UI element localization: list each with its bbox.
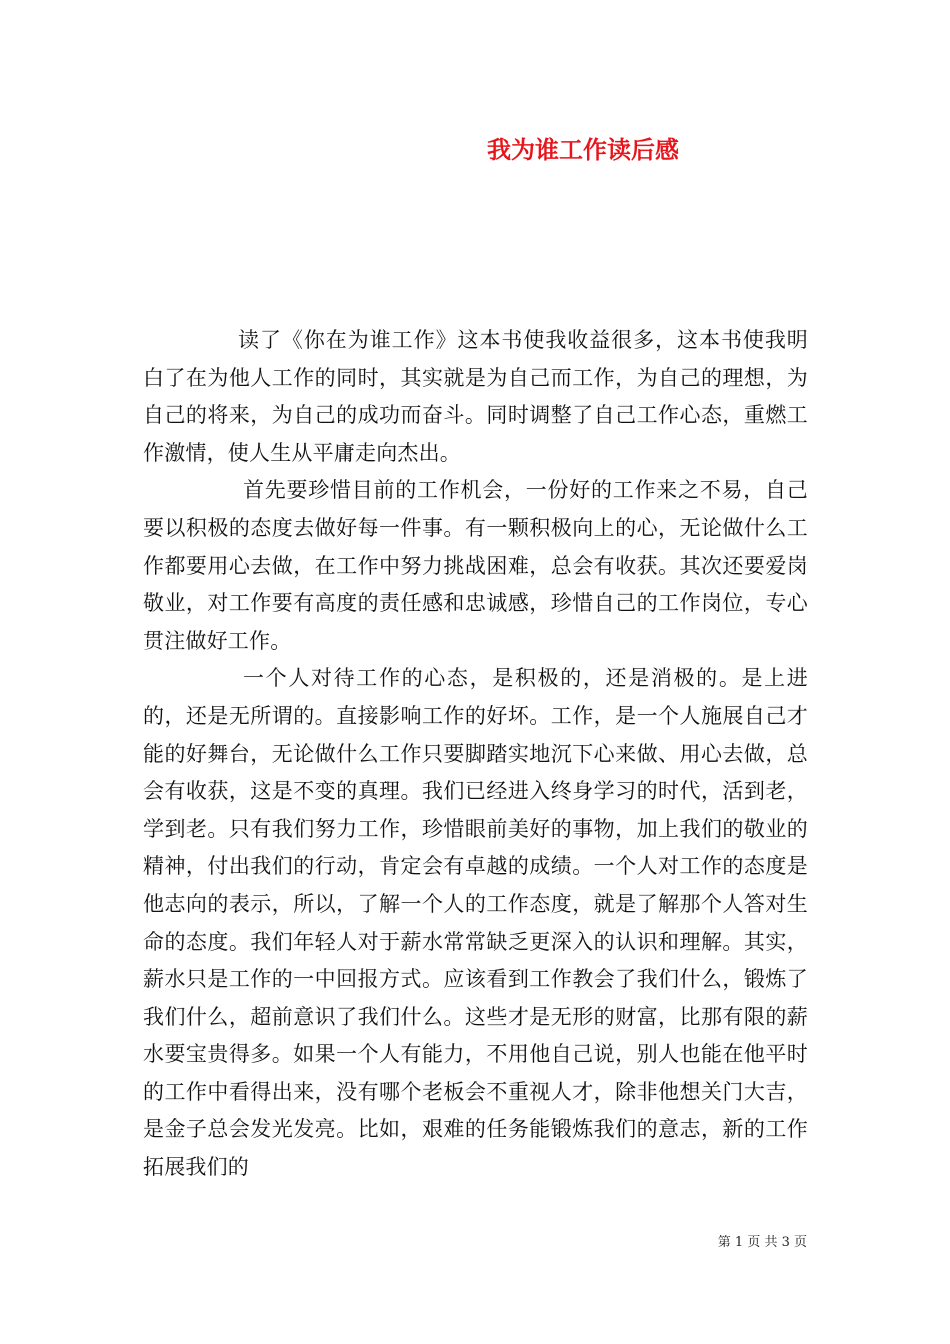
paragraph-3: 一个人对待工作的心态，是积极的，还是消极的。是上进的，还是无所谓的。直接影响工作的好坏。工作，是一个人施展自己才能的好舞台，无论做什么工作只要脚踏实地沉下心来做、用心去做，总会有收获，这是不变的真理。我们已经进入终身学习的时代，活到老，学到老。只有我们努力工作，珍惜眼前美好的事物，加上我们的敬业的精神，付出我们的行动，肯定会有卓越的成绩。一个人对工作的态度是他志向的表示，所以，了解一个人的工作态度，就是了解那个人答对生命的态度。我们年轻人对于薪水常常缺乏更深入的认识和理解。其实，薪水只是工作的一中回报方式。应该看到工作教会了我们什么，锻炼了我们什么，超前意识了我们什么。这些才是无形的财富，比那有限的薪水要宝贵得多。如果一个人有能力，不用他自己说，别人也能在他平时的工作中看得出来，没有哪个老板会不重视人才，除非他想关门大吉，是金子总会发光发亮。比如，艰难的任务能锻炼我们的意志，新的工作拓展我们的	[143, 666, 808, 1180]
paragraph-1: 读了《你在为谁工作》这本书使我收益很多，这本书使我明白了在为他人工作的同时，其实就是为自己而工作，为自己的理想，为自己的将来，为自己的成功而奋斗。同时调整了自己工作心态，重燃工作激情，使人生从平庸走向杰出。	[143, 328, 808, 465]
document-title: 我为谁工作读后感	[487, 135, 679, 164]
paragraph-2: 首先要珍惜目前的工作机会，一份好的工作来之不易，自己要以积极的态度去做好每一件事。有一颗积极向上的心，无论做什么工作都要用心去做，在工作中努力挑战困难，总会有收获。其次还要爱岗敬业，对工作要有高度的责任感和忠诚感，珍惜自己的工作岗位，专心贯注做好工作。	[143, 478, 808, 653]
document-body	[143, 322, 808, 1187]
page-number-footer: 第 1 页 共 3 页	[717, 1235, 807, 1250]
